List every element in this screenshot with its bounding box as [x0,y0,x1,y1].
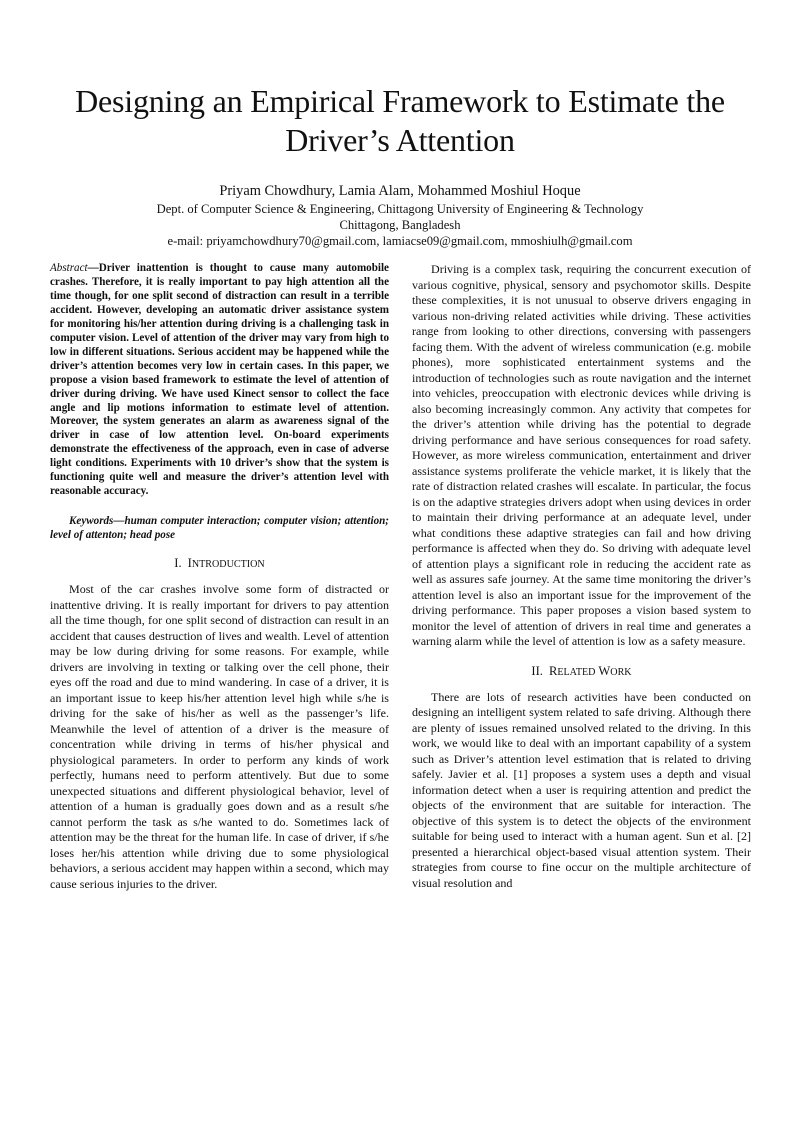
right-column [412,262,751,891]
section-heading-related-work [412,663,751,681]
section-title-initial: I [187,556,192,571]
affiliation-department: Dept. of Computer Science & Engineering, Chittagong University of Engineering & Technology [156,202,644,216]
section-title-rest-2: ORK [610,666,632,678]
affiliation-block [0,201,800,249]
related-work-paragraph-1: There are lots of research activities have been conducted on designing an intelligent system related to safe driving. Although there are plenty of issues remained unsolved related to the driving. In this work, we would like to deal with an important capability of a system such as Driver’s attention level estimation that is related to driving safely. Javier et al. [1] proposes a system uses a depth and visual information detect when a user is requiring attention and predict the objects of the environment that are suitable for interaction. The objective of this system is to detect the objects of the environment suitable for being used to interact with a human agent. Sun et al. [2] presented a hierarchical object-based visual attention system. Their strategies from course to fine occur on the multiple architecture of visual resolution and [412,689,751,890]
keywords-label: Keywords— [69,515,125,528]
section-title-rest: NTRODUCTION [191,559,265,571]
title-line-2: Driver’s Attention [285,122,515,158]
abstract-label: Abstract [50,262,88,274]
left-column [50,262,389,892]
title-line-1: Designing an Empirical Framework to Estimate the [75,83,725,119]
author-emails: e-mail: priyamchowdhury70@gmail.com, lamiacse09@gmail.com, mmoshiulh@gmail.com [167,234,633,248]
affiliation-location: Chittagong, Bangladesh [339,218,461,232]
section-number: I. [174,556,182,571]
abstract [50,262,389,499]
keywords-text: human computer interaction; computer vision; attention; level of attenton; head pose [50,515,389,542]
author-list: Priyam Chowdhury, Lamia Alam, Mohammed Moshiul Hoque [219,183,581,199]
section-title-rest: ELATED [557,666,596,678]
section-number: II. [531,663,543,678]
abstract-text: —Driver inattention is thought to cause many automobile crashes. Therefore, it is really important to pay high attention all the time though, for one split second of distraction can result in a terrible accident. However, developing an automatic driver assistance system for monitoring his/her attention during driving is a challenging task in computer vision. Level of attention of the driver may vary from high to low in different situations. Serious accident may be happened while the driver’s attention becomes very low in certain cases. In this paper, we propose a vision based framework to estimate the level of attention of driver during driving. We have used Kinect sensor to collect the face angle and lip motions information to estimate level of attention. Moreover, the system generates an alarm as awareness signal of the driver in case of low attention level. On-board experiments demonstrate the effectiveness of the approach, even in case of adverse light conditions. Experiments with 10 driver’s show that the system is functioning quite well and measure the driver’s attention level with reasonable accuracy. [50,262,389,498]
section-title-initial-2: W [598,663,611,678]
keywords [50,514,389,542]
intro-paragraph-1: Most of the car crashes involve some form of distracted or inattentive driving. It is really important for drivers to pay attention all the time though, for one split second of distraction can result in an accident that causes destruction of lives and wealth. Level of attention may be low during driving for some reasons. For example, while drivers are involving in texting or talking over the cell phone, their eyes off the road and due to mind wandering. In case of a driver, it is an important issue to keep his/her attention level high while s/he is driving for the sake of his/her as well as the passenger’s life. Meanwhile the level of attention of a driver is the measure of concentration while driving in terms of his/her physical and physiological parameters. In order to perform any kinds of work perfectly, humans need to perform attentively. But due to some unexpected situations and different physiological behavior, level of attention of a human is gradually goes down and as a result s/he cannot perform the task as s/he wanted to do. Sometimes lack of attention may be the threat for the human life. In case of driver, if s/he loses her/his attention while driving due to some physiological behaviors, a serious accident may happen within a second, which may cause serious injuries to the driver. [50,582,389,891]
section-title-initial: R [548,663,558,678]
intro-paragraph-2: Driving is a complex task, requiring the concurrent execution of various cognitive, physical, sensory and psychomotor skills. Despite these complexities, it is not unusual to observe drivers engaging in various non-driving related activities while driving. These activities range from looking to other directions, conversing with passengers facing them. With the advent of wireless communication (e.g. mobile phones), more sophisticated entertainment systems and the introduction of technologies such as route navigation and the internet into vehicles, preoccupation with electronic devices while driving is also becoming increasingly common. Any activity that competes for the driver’s attention while driving has the potential to degrade driving performance and have serious consequences for road safety. However, as more wireless communication, entertainment and driver assistance systems proliferate the vehicle market, it is likely that the rate of distraction related crashes will escalate. In particular, the focus is on the adaptive strategies drivers adopt when using devices in order to maintain their driving performance at an adequate level, under what conditions these adaptive strategies can fail and how driving performance is affected when they do. So driving with adequate level of attention plays a significant role in reducing the accident rate as well as assures safe journey. At the same time monitoring the driver’s attention level is also an important issue for the improvement of the driving performance. This paper proposes a vision based system to monitor the level of attention of drivers in real time and generates a warning alarm while the level of attention is low as a safety measure. [412,262,751,648]
section-heading-introduction [50,555,389,573]
paper-title [0,82,800,160]
